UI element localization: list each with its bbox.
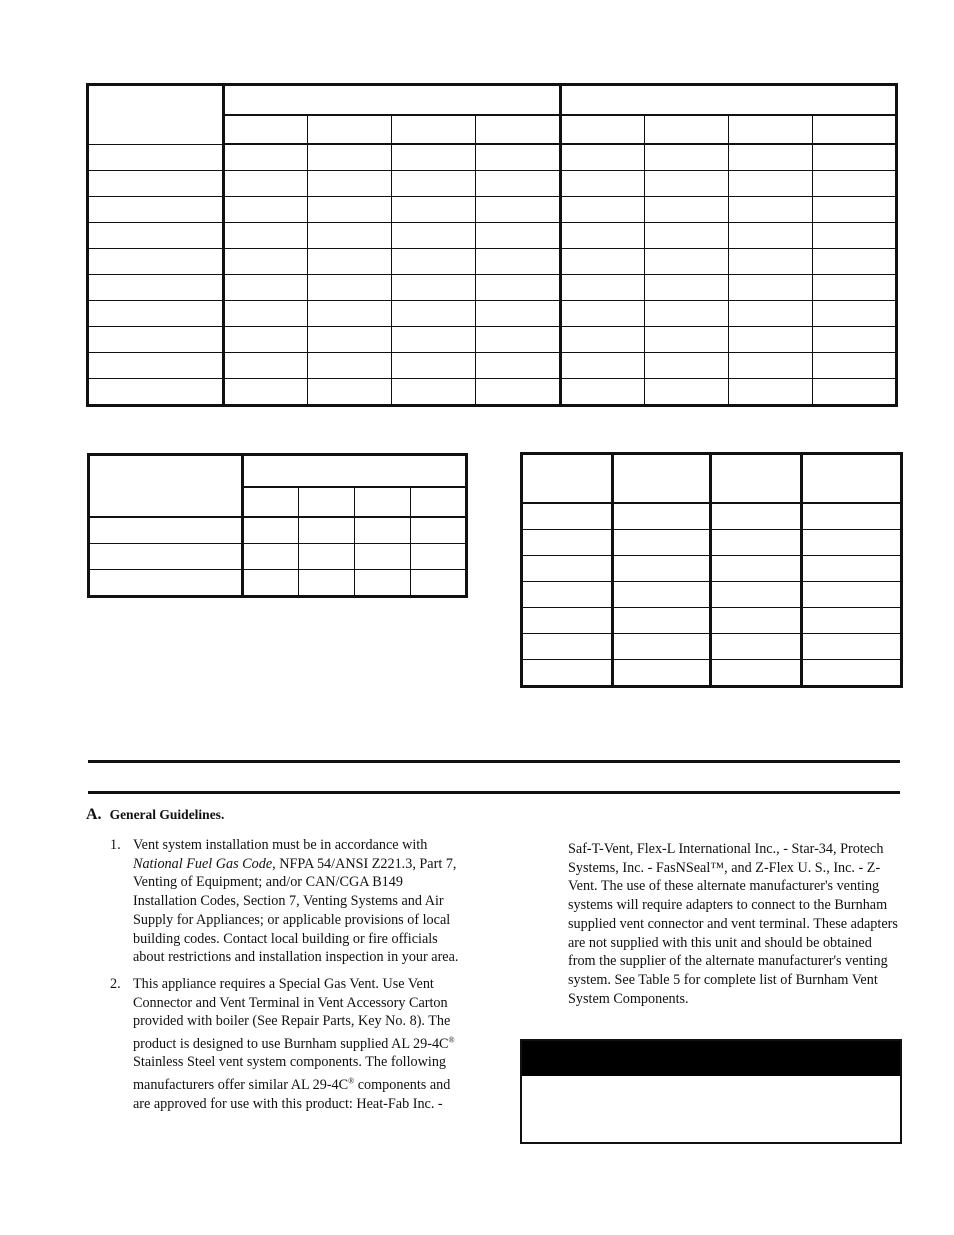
- right-table: [520, 452, 903, 688]
- table-row: [88, 327, 897, 353]
- continuation-paragraph: Saf-T-Vent, Flex-L International Inc., - Star-34, Protech Systems, Inc. - FasNSeal™, and Z-Flex U. S., Inc. - Z-Vent. The use of these alternate manufacturer's venting systems will require adapters to connect to the Burnham supplied vent connector and vent terminal. These adapters are not supplied with this unit and should be obtained from the supplier of the alternate manufacturer's venting system. See Table 5 for complete list of Burnham Vent System Components.: [568, 841, 898, 1007]
- code-title: National Fuel Gas Code: [133, 855, 273, 872]
- section-title: General Guidelines.: [109, 807, 225, 822]
- section-rule-bottom: [88, 791, 900, 794]
- table-row: [522, 556, 902, 582]
- table-row: [522, 530, 902, 556]
- table-row: [89, 517, 467, 544]
- table-row: [88, 275, 897, 301]
- table-row: [522, 454, 902, 504]
- table-row: [89, 544, 467, 570]
- left-table: [87, 453, 468, 598]
- list-item-text: Vent system installation must be in accordance with National Fuel Gas Code, NFPA 54/ANSI Z221.3, Part 7, Venting of Equipment; and/or CAN/CGA B149 Installation Codes, Section 7, Venting Systems and Air Supply for Appliances; or applicable provisions of local building codes. Contact local building or fire officials about restrictions and installation inspection in your area.: [133, 837, 459, 966]
- table-row: [89, 455, 467, 488]
- table-row: [88, 301, 897, 327]
- table-row: [522, 634, 902, 660]
- table-row: [88, 197, 897, 223]
- guidelines-list: [110, 836, 470, 1121]
- table-row: [88, 85, 897, 116]
- section-rule-top: [88, 760, 900, 763]
- warning-header-bar: [522, 1041, 900, 1076]
- table-row: [522, 660, 902, 687]
- section-letter: A.: [86, 806, 102, 823]
- top-table: [86, 83, 898, 407]
- table-row: [522, 608, 902, 634]
- warning-box: [520, 1039, 902, 1144]
- table-row: [522, 582, 902, 608]
- section-heading: [86, 806, 224, 824]
- table-row: [88, 353, 897, 379]
- table-row: [88, 144, 897, 171]
- list-item-text: This appliance requires a Special Gas Vent. Use Vent Connector and Vent Terminal in Vent Accessory Carton provided with boiler (See Repair Parts, Key No. 8). The product is designed to use Burnham supplied AL 29-4C® Stainless Steel vent system components. The following manufacturers offer similar AL 29-4C® components and are approved for use with this product: Heat-Fab Inc. -: [133, 975, 455, 1112]
- table-row: [88, 171, 897, 197]
- list-item: [110, 836, 470, 967]
- table-row: [89, 570, 467, 597]
- table-row: [522, 503, 902, 530]
- list-item: [110, 975, 470, 1113]
- table-row: [88, 249, 897, 275]
- table-row: [88, 379, 897, 406]
- list-item-number: 1.: [110, 837, 121, 853]
- list-item-number: 2.: [110, 975, 121, 992]
- table-row: [88, 223, 897, 249]
